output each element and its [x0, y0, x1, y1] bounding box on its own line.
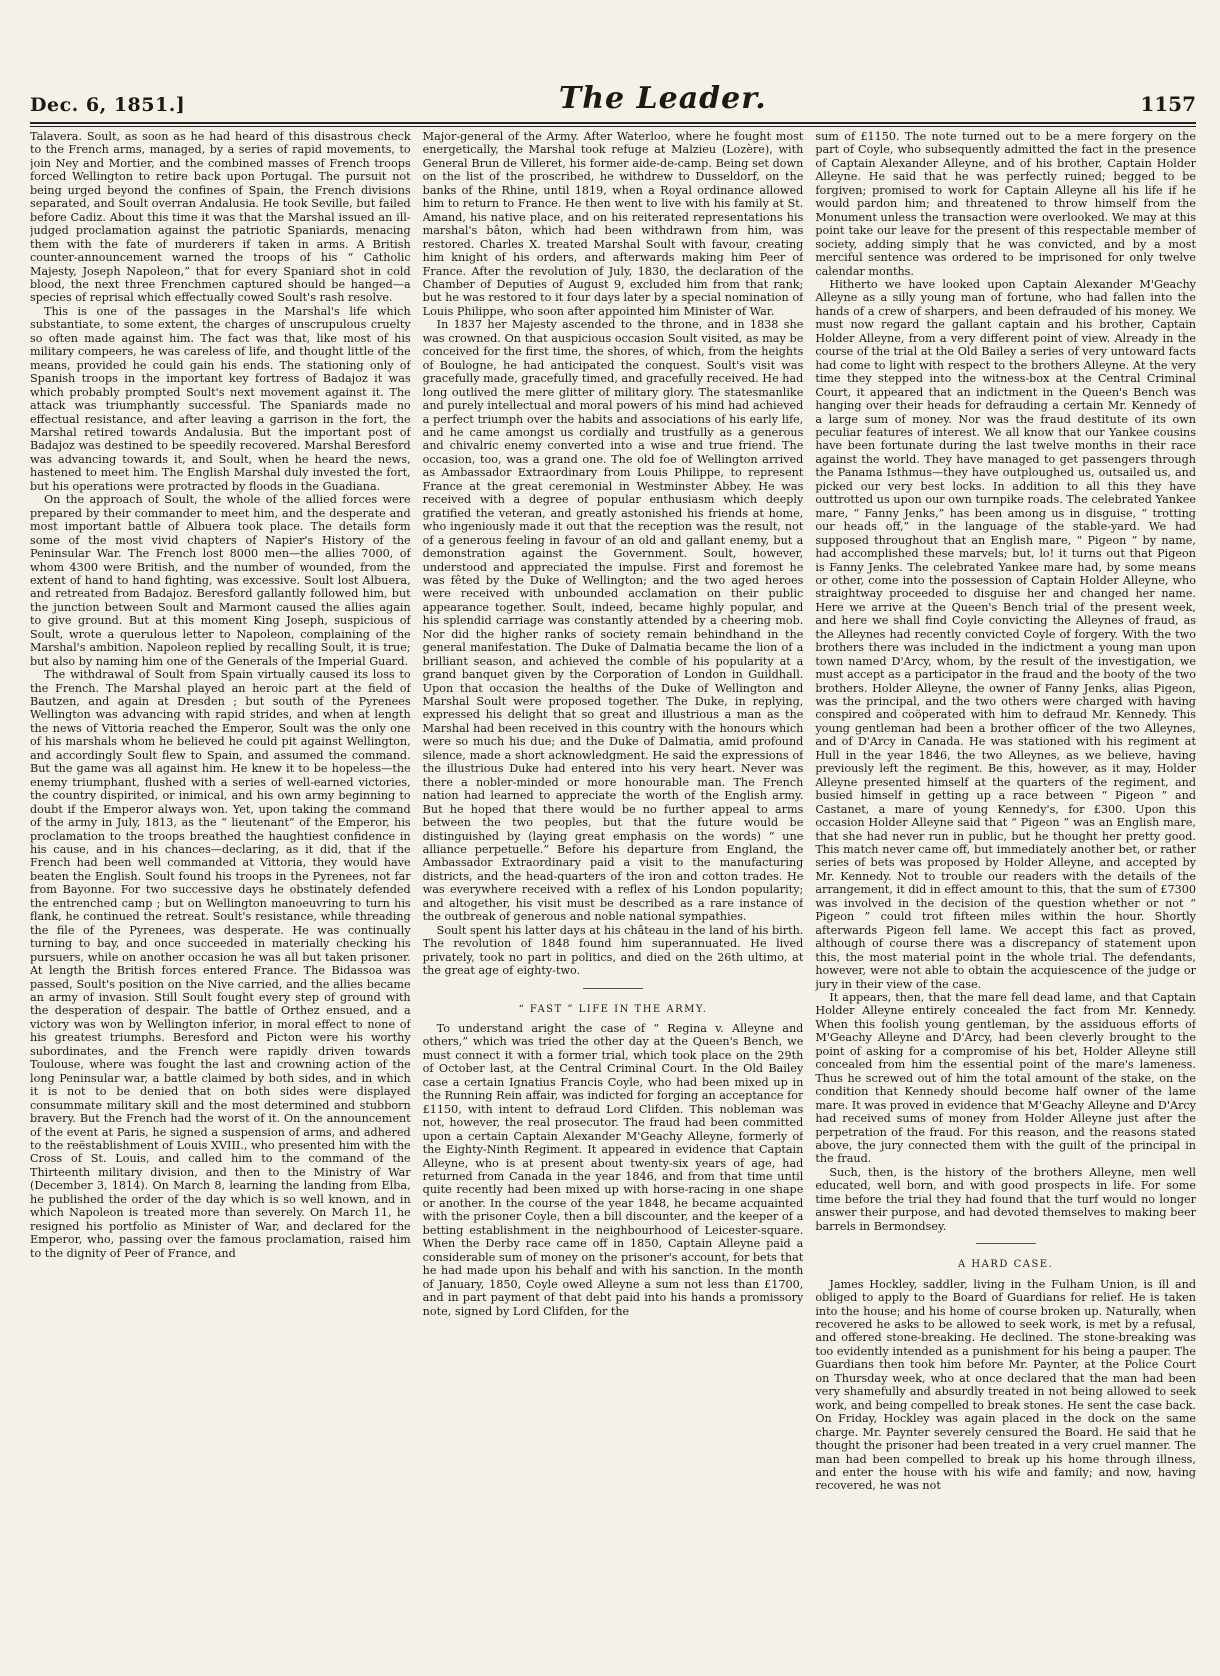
paragraph: In 1837 her Majesty ascended to the throne, and in 1838 she was crowned. On that auspicious occasion Soult visited, as may be conceived for the first time, the shores, of which, from the heights of Boulogne, he had anticipated the conquest. Soult's visit was gracefully made, gracefully timed, and gracefully received. He had long outlived the mere glitter of military glory. The statesmanlike and purely intellectual and moral powers of his mind had achieved a perfect triumph over the habits and associations of his early life, and he came amongst us cordially and trustfully as a generous and chivalric enemy converted into a wise and true friend. The occasion, too, was a grand one. The old foe of Wellington arrived as Ambassador Extraordinary from Louis Philippe, to represent France at the great ceremonial in Westminster Abbey. He was received with a degree of popular enthusiasm which deeply gratified the veteran, and greatly astonished his friends at home, who ingeniously made it out that the reception was the result, not of a generous feeling in favour of an old and gallant enemy, but a demonstration against the Government. Soult, however, understood and appreciated the impulse. First and foremost he was fêted by the Duke of Wellington; and the two aged heroes were received with unbounded acclamation on their public appearance together. Soult, indeed, became highly popular, and his splendid carriage was constantly attended by a cheering mob. Nor did the higher ranks of society remain behindhand in the general manifestation. The Duke of Dalmatia became the lion of a brilliant season, and achieved the comble of his popularity at a grand banquet given by the Corporation of London in Guildhall. Upon that occasion the healths of the Duke of Wellington and Marshal Soult were proposed together. The Duke, in replying, expressed his delight that so great and illustrious a man as the Marshal had been received in this country with the honours which were so much his due; and the Duke of Dalmatia, amid profound silence, made a short acknowledgment. He said the expressions of the illustrious Duke had entered into his very heart. Never was there a nobler-minded or more honourable man. The French nation had learned to appreciate the worth of the English army. But he hoped that there would be no further appeal to arms between the two peoples, but that the future would be distinguished by (laying great emphasis on the words) “ une alliance perpetuelle.” Before his departure from England, the Ambassador Extraordinary paid a visit to the manufacturing districts, and the head-quarters of the iron and cotton trades. He was everywhere received with a reflex of his London popularity; and altogether, his visit must be described as a rare instance of the outbreak of generous and noble national sympathies.	[422, 318, 804, 924]
article-columns	[30, 130, 1196, 1668]
column-3	[815, 130, 1196, 1668]
paragraph: James Hockley, saddler, living in the Fulham Union, is ill and obliged to apply to the Board of Guardians for relief. He is taken into the house; and his home of course broken up. Naturally, when recovered he asks to be allowed to seek work, is met by a refusal, and offered stone-breaking. He declined. The stone-breaking was too evidently intended as a punishment for his being a pauper. The Guardians then took him before Mr. Paynter, at the Police Court on Thursday week, who at once declared that the man had been very shamefully and absurdly treated in not being allowed to seek work, and being compelled to break stones. He sent the case back. On Friday, Hockley was again placed in the dock on the same charge. Mr. Paynter severely censured the Board. He said that he thought the prisoner had been treated in a very cruel manner. The man had been compelled to break up his home through illness, and enter the house with his wife and family; and now, having recovered, he was not	[815, 1277, 1196, 1493]
masthead	[30, 80, 1196, 116]
section-heading: A HARD CASE.	[958, 1259, 1054, 1271]
paragraph: It appears, then, that the mare fell dead lame, and that Captain Holder Alleyne entirely concealed the fact from Mr. Kennedy. When this foolish young gentleman, by the assiduous efforts of M'Geachy Alleyne and D'Arcy, had been cleverly brought to the point of asking for a compromise of his bet, Holder Alleyne still concealed from him the essential point of the mare's lameness. Thus he screwed out of him the total amount of the stake, on the condition that Kennedy should become half owner of the lame mare. It was proved in evidence that M'Geachy Alleyne and D'Arcy had received sums of money from Holder Alleyne just after the perpetration of the fraud. For this reason, and the reasons stated above, the jury connected them with the guilt of the principal in the fraud.	[815, 991, 1196, 1166]
paragraph: Soult spent his latter days at his château in the land of his birth. The revolution of 1848 found him superannuated. He lived privately, took no part in politics, and died on the 26th ultimo, at the great age of eighty-two.	[422, 923, 804, 978]
section-divider	[583, 988, 643, 989]
column-2	[423, 130, 804, 1668]
section-divider	[976, 1243, 1036, 1244]
paragraph: Major-general of the Army. After Waterloo, where he fought most energetically, the Marshal took refuge at Malzieu (Lozère), with General Brun de Villeret, his former aide-de-camp. Being set down on the list of the proscribed, he withdrew to Dusseldorf, on the banks of the Rhine, until 1819, when a Royal ordinance allowed him to return to France. He then went to live with his family at St. Amand, his native place, and on his reiterated representations his marshal's bâton, which had been withdrawn from him, was restored. Charles X. treated Marshal Soult with favour, creating him knight of his orders, and afterwards making him Peer of France. After the revolution of July, 1830, the declaration of the Chamber of Deputies of August 9, excluded him from that rank; but he was restored to it four days later by a special nomination of Louis Philippe, who soon after appointed him Minister of War.	[422, 130, 804, 318]
issue-date: Dec. 6, 1851.]	[30, 94, 186, 116]
paragraph: This is one of the passages in the Marshal's life which substantiate, to some extent, the charges of unscrupulous cruelty so often made against him. The fact was that, like most of his military compeers, he was careless of life, and thought little of the means, provided he could gain his ends. The stationing only of Spanish troops in the important key fortress of Badajoz it was which probably prompted Soult's next movement against it. The attack was triumphantly successful. The Spaniards made no effectual resistance, and after leaving a garrison in the fort, the Marshal retired towards Andalusia. But the important post of Badajoz was destined to be speedily recovered. Marshal Beresford was advancing towards it, and Soult, when he heard the news, hastened to meet him. The English Marshal duly invested the fort, but his operations were protracted by floods in the Guadiana.	[30, 304, 411, 493]
paragraph: Hitherto we have looked upon Captain Alexander M'Geachy Alleyne as a silly young man of fortune, who had fallen into the hands of a crew of sharpers, and been defrauded of his money. We must now regard the gallant captain and his brother, Captain Holder Alleyne, from a very different point of view. Already in the course of the trial at the Old Bailey a series of very untoward facts had come to light with respect to the brothers Alleyne. At the very time they stepped into the witness-box at the Central Criminal Court, it appeared that an indictment in the Queen's Bench was hanging over their heads for defrauding a certain Mr. Kennedy of a large sum of money. Nor was the fraud destitute of its own peculiar features of interest. We all know that our Yankee cousins have been fortunate during the last twelve months in their race against the world. They have managed to get passengers through the Panama Isthmus—they have outploughed us, outsailed us, and picked our very best locks. In addition to all this they have outtrotted us upon our own turnpike roads. The celebrated Yankee mare, “ Fanny Jenks,” has been among us in disguise, “ trotting our heads off,” in the language of the stable-yard. We had supposed throughout that an English mare, “ Pigeon ” by name, had accomplished these marvels; but, lo! it turns out that Pigeon is Fanny Jenks. The celebrated Yankee mare had, by some means or other, come into the possession of Captain Holder Alleyne, who straightway proceeded to disguise her and changed her name. Here we arrive at the Queen's Bench trial of the present week, and here we shall find Coyle convicting the Alleynes of fraud, as the Alleynes had recently convicted Coyle of forgery. With the two brothers there was included in the indictment a young man upon town named D'Arcy, whom, by the result of the investigation, we must accept as a participator in the fraud and the booty of the two brothers. Holder Alleyne, the owner of Fanny Jenks, alias Pigeon, was the principal, and the two others were charged with having conspired and coöperated with him to defraud Mr. Kennedy. This young gentleman had been a brother officer of the two Alleynes, and of D'Arcy in Canada. He was stationed with his regiment at Hull in the year 1846, the two Alleynes, as we believe, having previously left the regiment. Be this, however, as it may, Holder Alleyne presented himself at the quarters of the regiment, and busied himself in getting up a race between “ Pigeon ” and Castanet, a mare of young Kennedy's, for £300. Upon this occasion Holder Alleyne said that “ Pigeon ” was an English mare, that she had never run in public, but he thought her pretty good. This match never came off, but immediately another bet, or rather series of bets was proposed by Holder Alleyne, and accepted by Mr. Kennedy. Not to trouble our readers with the details of the arrangement, it did in effect amount to this, that the sum of £7300 was involved in the decision of the question whether or not “ Pigeon ” could trot fifteen miles within the hour. Shortly afterwards Pigeon fell lame. We accept this fact as proved, although of course there was a discrepancy of statement upon this, the most material point in the whole trial. The defendants, however, were not able to obtain the acquiescence of the judge or jury in their view of the case.	[815, 277, 1196, 991]
paragraph: On the approach of Soult, the whole of the allied forces were prepared by their commander to meet him, and the desperate and most important battle of Albuera took place. The details form some of the most vivid chapters of Napier's History of the Peninsular War. The French lost 8000 men—the allies 7000, of whom 4300 were British, and the number of wounded, from the extent of hand to hand fighting, was excessive. Soult lost Albuera, and retreated from Badajoz. Beresford gallantly followed him, but the junction between Soult and Marmont caused the allies again to give ground. But at this moment King Joseph, suspicious of Soult, wrote a querulous letter to Napoleon, complaining of the Marshal's ambition. Napoleon replied by recalling Soult, it is true; but also by naming him one of the Generals of the Imperial Guard.	[30, 493, 411, 668]
section-heading: “ FAST ” LIFE IN THE ARMY.	[518, 1003, 708, 1015]
paragraph: Such, then, is the history of the brothers Alleyne, men well educated, well born, and with good prospects in life. For some time before the trial they had found that the turf would no longer answer their purpose, and had devoted themselves to making beer barrels in Bermondsey.	[815, 1165, 1196, 1233]
header-rule-thin	[30, 126, 1196, 127]
page-number: 1157	[1140, 92, 1196, 116]
header-rule	[30, 122, 1196, 124]
column-1	[30, 130, 411, 1668]
newspaper-title: The Leader.	[558, 81, 767, 116]
paragraph: To understand aright the case of “ Regina v. Alleyne and others,” which was tried the other day at the Queen's Bench, we must connect it with a former trial, which took place on the 29th of October last, at the Central Criminal Court. In the Old Bailey case a certain Ignatius Francis Coyle, who had been mixed up in the Running Rein affair, was indicted for forging an acceptance for £1150, with intent to defraud Lord Clifden. This nobleman was not, however, the real prosecutor. The fraud had been committed upon a certain Captain Alexander M'Geachy Alleyne, formerly of the Eighty-Ninth Regiment. It appeared in evidence that Captain Alleyne, who is at present about twenty-six years of age, had returned from Canada in the year 1846, and from that time until quite recently had been mixed up with horse-racing in one shape or another. In the course of the year 1848, he became acquainted with the prisoner Coyle, then a bill discounter, and the keeper of a betting establishment in the neighbourhood of Leicester-square. When the Derby race came off in 1850, Captain Alleyne paid a considerable sum of money on the prisoner's account, for bets that he had made upon his behalf and with his sanction. In the month of January, 1850, Coyle owed Alleyne a sum not less than £1700, and in part payment of that debt paid into his hands a promissory note, signed by Lord Clifden, for the	[422, 1022, 804, 1318]
paragraph: Talavera. Soult, as soon as he had heard of this disastrous check to the French arms, managed, by a series of rapid movements, to join Ney and Mortier, and the combined masses of French troops forced Wellington to retire back upon Portugal. The pursuit not being urged beyond the confines of Spain, the French divisions separated, and Soult overran Andalusia. He took Seville, but failed before Cadiz. About this time it was that the Marshal issued an ill-judged proclamation against the patriotic Spaniards, menacing them with the fate of murderers if taken in arms. A British counter-announcement warned the troops of his “ Catholic Majesty, Joseph Napoleon,” that for every Spaniard shot in cold blood, the next three Frenchmen captured should be hanged—a species of reprisal which effectually cowed Soult's rash resolve.	[30, 130, 411, 305]
paragraph: sum of £1150. The note turned out to be a mere forgery on the part of Coyle, who subsequently admitted the fact in the presence of Captain Alexander Alleyne, and of his brother, Captain Holder Alleyne. He said that he was perfectly ruined; begged to be forgiven; promised to work for Captain Alleyne all his life if he would pardon him; and threatened to throw himself from the Monument unless the transaction were overlooked. We may at this point take our leave for the present of this respectable member of society, adding simply that he was convicted, and by a most merciful sentence was ordered to be imprisoned for only twelve calendar months.	[815, 130, 1196, 278]
paragraph: The withdrawal of Soult from Spain virtually caused its loss to the French. The Marshal played an heroic part at the field of Bautzen, and again at Dresden ; but south of the Pyrenees Wellington was advancing with rapid strides, and when at length the news of Vittoria reached the Emperor, Soult was the only one of his marshals whom he believed he could pit against Wellington, and accordingly Soult flew to Spain, and assumed the command. But the game was all against him. He knew it to be hopeless—the enemy triumphant, flushed with a series of well-earned victories, the country dispirited, or inimical, and his own army beginning to doubt if the Emperor always won. Yet, upon taking the command of the army in July, 1813, as the “ lieutenant” of the Emperor, his proclamation to the troops breathed the haughtiest confidence in his cause, and in his chances—declaring, as it did, that if the French had been well commanded at Vittoria, they would have beaten the English. Soult found his troops in the Pyrenees, not far from Bayonne. For two successive days he obstinately defended the entrenched camp ; but on Wellington manoeuvring to turn his flank, he continued the retreat. Soult's resistance, while threading the file of the Pyrenees, was desperate. He was continually turning to bay, and once succeeded in materially checking his pursuers, while on another occasion he was all but taken prisoner. At length the British forces entered France. The Bidassoa was passed, Soult's position on the Nive carried, and the allies became an army of invasion. Still Soult fought every step of ground with the desperation of despair. The battle of Orthez ensued, and a victory was won by Wellington inferior, in moral effect to none of his greatest triumphs. Beresford and Picton were his worthy subordinates, and the French were rapidly driven towards Toulouse, where was fought the last and crowning action of the long Peninsular war, a battle claimed by both sides, and in which it is not to be denied that on both sides were displayed consummate military skill and the most determined and stubborn bravery. But the French had the worst of it. On the announcement of the event at Paris, he signed a suspension of arms, and adhered to the reëstablishment of Louis XVIII., who presented him with the Cross of St. Louis, and called him to the command of the Thirteenth military division, and then to the Ministry of War (December 3, 1814). On March 8, learning the landing from Elba, he published the order of the day which is so well known, and in which Napoleon is treated more than severely. On March 11, he resigned his portfolio as Minister of War, and declared for the Emperor, who, passing over the famous proclamation, raised him to the dignity of Peer of France, and	[30, 668, 411, 1260]
